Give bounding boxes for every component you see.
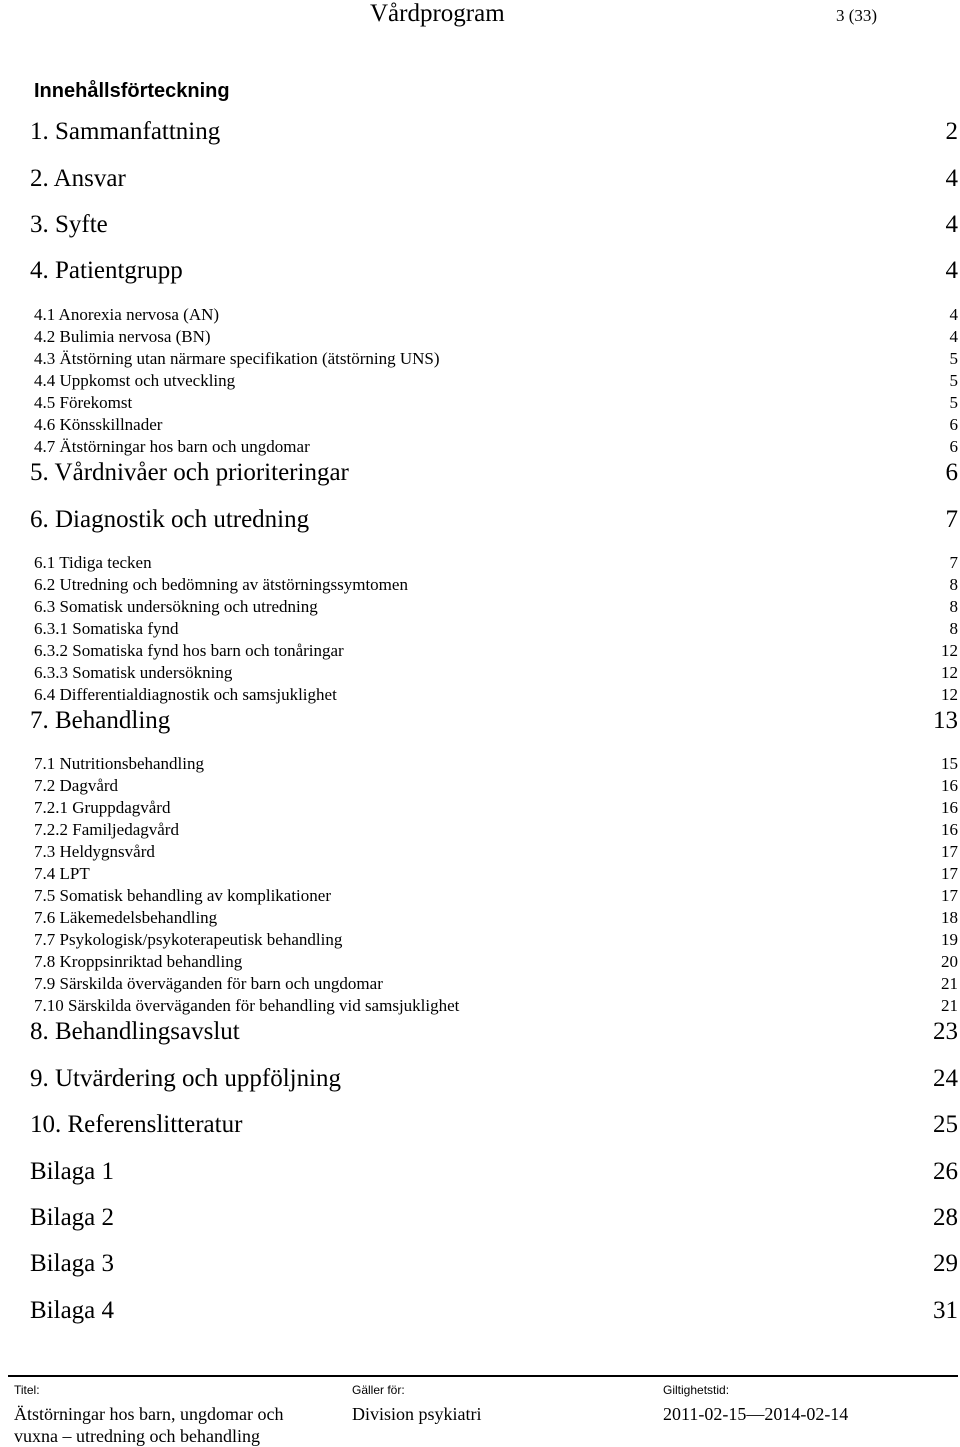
- toc-entry[interactable]: [30, 506, 958, 534]
- toc-entry-page: 8: [949, 597, 958, 616]
- toc-entry-page: 28: [933, 1204, 958, 1231]
- toc-entry-label: 4.7 Ätstörningar hos barn och ungdomar: [34, 437, 310, 456]
- footer-title-label: Titel:: [14, 1383, 40, 1397]
- document-title: Vårdprogram: [370, 0, 505, 27]
- toc-entry-label: 7.3 Heldygnsvård: [34, 842, 155, 861]
- toc-entry[interactable]: [34, 776, 958, 796]
- toc-entry[interactable]: [30, 459, 958, 487]
- toc-entry[interactable]: [34, 663, 958, 683]
- toc-entry-label: 4.5 Förekomst: [34, 393, 133, 412]
- toc-entry-label: 7.2 Dagvård: [34, 776, 119, 795]
- toc-entry[interactable]: [30, 1065, 958, 1093]
- toc-entry-page: 4: [949, 305, 958, 324]
- toc-entry-label: 7.2.2 Familjedagvård: [34, 820, 179, 839]
- toc-entry[interactable]: [34, 641, 958, 661]
- toc-entry-label: 6.4 Differentialdiagnostik och samsjuklighet: [34, 685, 337, 704]
- toc-entry-page: 7: [945, 506, 958, 533]
- toc-entry-page: 6: [949, 415, 958, 434]
- toc-entry[interactable]: [34, 575, 958, 595]
- toc-entry-label: 6.3 Somatisk undersökning och utredning: [34, 597, 318, 616]
- toc-entry-page: 16: [941, 776, 958, 795]
- toc-entry-page: 17: [941, 842, 958, 861]
- toc-entry-label: 7. Behandling: [30, 707, 171, 734]
- toc-entry[interactable]: [34, 930, 958, 950]
- toc-entry-label: 5. Vårdnivåer och prioriteringar: [30, 459, 349, 486]
- toc-entry[interactable]: [34, 996, 958, 1016]
- toc-entry-page: 4: [945, 165, 958, 192]
- toc-entry[interactable]: [34, 754, 958, 774]
- footer-title-value-line2: vuxna – utredning och behandling: [14, 1426, 260, 1446]
- toc-entry-page: 16: [941, 798, 958, 817]
- toc-entry-label: Bilaga 1: [30, 1158, 115, 1185]
- toc-entry-page: 17: [941, 886, 958, 905]
- toc-entry-label: 4.3 Ätstörning utan närmare specifikation (ätstörning UNS): [34, 349, 440, 368]
- toc-entry-page: 8: [949, 619, 958, 638]
- toc-entry-label: 7.5 Somatisk behandling av komplikationer: [34, 886, 331, 905]
- toc-entry[interactable]: [34, 349, 958, 369]
- toc-entry-label: 6.1 Tidiga tecken: [34, 553, 152, 572]
- toc-entry[interactable]: [34, 908, 958, 928]
- toc-entry-label: 7.8 Kroppsinriktad behandling: [34, 952, 243, 971]
- toc-entry-page: 31: [933, 1297, 958, 1324]
- toc-entry[interactable]: [30, 707, 958, 735]
- toc-entry-page: 26: [933, 1158, 958, 1185]
- toc-entry-label: 6. Diagnostik och utredning: [30, 506, 310, 533]
- toc-entry-label: 6.3.2 Somatiska fynd hos barn och tonåringar: [34, 641, 344, 660]
- toc-entry[interactable]: [34, 597, 958, 617]
- page-header: [0, 0, 960, 40]
- toc-entry-label: 10. Referenslitteratur: [30, 1111, 243, 1138]
- toc-entry-label: 3. Syfte: [30, 211, 108, 238]
- toc-entry-page: 12: [941, 641, 958, 660]
- toc-entry-page: 6: [949, 437, 958, 456]
- toc-entry-page: 21: [941, 996, 958, 1015]
- footer-validity-label: Giltighetstid:: [663, 1383, 730, 1397]
- toc-entry[interactable]: [34, 619, 958, 639]
- toc-entry-label: 4.6 Könsskillnader: [34, 415, 163, 434]
- toc-entry-label: 6.3.1 Somatiska fynd: [34, 619, 179, 638]
- toc-entry-page: 24: [933, 1065, 958, 1092]
- toc-entry-page: 17: [941, 864, 958, 883]
- toc-entry-page: 18: [941, 908, 958, 927]
- toc-entry[interactable]: [34, 393, 958, 413]
- toc-entry-label: 9. Utvärdering och uppföljning: [30, 1065, 342, 1092]
- footer-divider: [8, 1375, 958, 1377]
- toc-entry[interactable]: [34, 371, 958, 391]
- toc-entry-page: 29: [933, 1250, 958, 1277]
- toc-entry[interactable]: [34, 798, 958, 818]
- toc-entry-label: 4.1 Anorexia nervosa (AN): [34, 305, 220, 324]
- toc-entry[interactable]: [30, 211, 958, 239]
- toc-entry[interactable]: [30, 1250, 958, 1278]
- toc-entry-page: 25: [933, 1111, 958, 1138]
- toc-entry-page: 6: [945, 459, 958, 486]
- toc-entry-page: 5: [949, 349, 958, 368]
- toc-entry[interactable]: [34, 305, 958, 325]
- toc-entry[interactable]: [34, 820, 958, 840]
- toc-entry-page: 12: [941, 663, 958, 682]
- toc-entry[interactable]: [34, 842, 958, 862]
- footer-title-block: [14, 1383, 334, 1447]
- footer-validity-block: [663, 1383, 953, 1425]
- toc-entry-label: 7.10 Särskilda överväganden för behandling vid samsjuklighet: [34, 996, 460, 1015]
- toc-entry-label: 4.2 Bulimia nervosa (BN): [34, 327, 211, 346]
- toc-entry[interactable]: [30, 1297, 958, 1325]
- toc-entry-label: Bilaga 2: [30, 1204, 115, 1231]
- toc-entry-page: 5: [949, 393, 958, 412]
- toc-entry[interactable]: [30, 1204, 958, 1232]
- toc-entry-label: 7.1 Nutritionsbehandling: [34, 754, 204, 773]
- toc-entry-page: 20: [941, 952, 958, 971]
- toc-entry[interactable]: [30, 1158, 958, 1186]
- toc-entry[interactable]: [34, 437, 958, 457]
- toc-entry[interactable]: [34, 685, 958, 705]
- toc-entry-page: 4: [949, 327, 958, 346]
- footer-scope-label: Gäller för:: [352, 1383, 405, 1397]
- footer-validity-value: 2011-02-15—2014-02-14: [663, 1404, 849, 1424]
- toc-entry-label: 2. Ansvar: [30, 165, 126, 192]
- toc-entry-label: 7.2.1 Gruppdagvård: [34, 798, 171, 817]
- toc-entry-page: 4: [945, 257, 958, 284]
- toc-entry-label: 7.9 Särskilda överväganden för barn och ungdomar: [34, 974, 383, 993]
- toc-entry-page: 8: [949, 575, 958, 594]
- toc-entry[interactable]: [34, 886, 958, 906]
- toc-entry-page: 15: [941, 754, 958, 773]
- toc-entry-label: 4.4 Uppkomst och utveckling: [34, 371, 236, 390]
- toc-entry[interactable]: [30, 1018, 958, 1046]
- toc-entry-label: 7.6 Läkemedelsbehandling: [34, 908, 218, 927]
- toc-entry[interactable]: [30, 1111, 958, 1139]
- toc-entry[interactable]: [30, 257, 958, 285]
- footer-scope-block: [352, 1383, 652, 1425]
- toc-entry-page: 23: [933, 1018, 958, 1045]
- toc-entry-page: 13: [933, 707, 958, 734]
- toc-entry[interactable]: [34, 952, 958, 972]
- toc-entry-page: 7: [949, 553, 958, 572]
- toc-entry[interactable]: [34, 864, 958, 884]
- toc-entry-label: 7.4 LPT: [34, 864, 90, 883]
- toc-entry-label: Bilaga 4: [30, 1297, 115, 1324]
- toc-entry-page: 12: [941, 685, 958, 704]
- toc-entry-label: 7.7 Psykologisk/psykoterapeutisk behandling: [34, 930, 343, 949]
- toc-entry-page: 19: [941, 930, 958, 949]
- toc-entry-label: 6.2 Utredning och bedömning av ätstörningssymtomen: [34, 575, 408, 594]
- toc-entry[interactable]: [34, 553, 958, 573]
- toc-entry-page: 4: [945, 211, 958, 238]
- footer-title-value-line1: Ätstörningar hos barn, ungdomar och: [14, 1404, 284, 1424]
- toc-entry[interactable]: [34, 415, 958, 435]
- toc-entry[interactable]: [30, 165, 958, 193]
- toc-entry-page: 2: [945, 118, 958, 145]
- page-indicator: 3 (33): [836, 6, 878, 25]
- toc-entry-label: 4. Patientgrupp: [30, 257, 183, 284]
- toc-entry[interactable]: [30, 118, 958, 146]
- toc-entry-label: Bilaga 3: [30, 1250, 115, 1277]
- toc-heading: Innehållsförteckning: [34, 80, 230, 102]
- toc-entry[interactable]: [34, 327, 958, 347]
- toc-entry[interactable]: [34, 974, 958, 994]
- toc-entry-label: 1. Sammanfattning: [30, 118, 221, 145]
- toc-entry-page: 21: [941, 974, 958, 993]
- toc-entry-page: 5: [949, 371, 958, 390]
- toc-entry-page: 16: [941, 820, 958, 839]
- footer-scope-value: Division psykiatri: [352, 1404, 482, 1424]
- toc-entry-label: 6.3.3 Somatisk undersökning: [34, 663, 233, 682]
- toc-entry-label: 8. Behandlingsavslut: [30, 1018, 240, 1045]
